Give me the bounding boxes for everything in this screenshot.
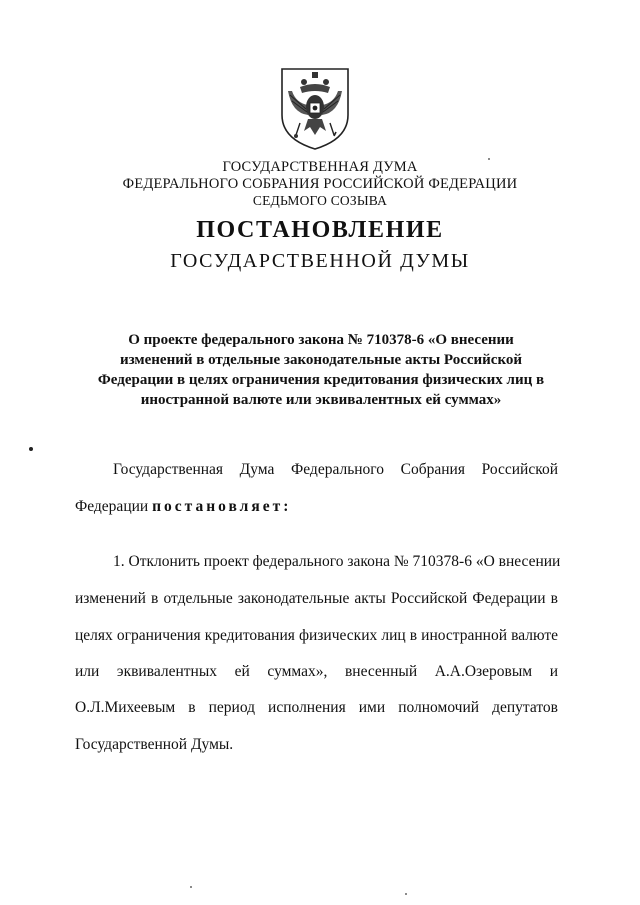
document-subtitle: ГОСУДАРСТВЕННОЙ ДУМЫ	[170, 250, 470, 272]
scan-speck	[488, 158, 490, 160]
item1-line-3: целях ограничения кредитования физических лиц в иностранной валюте	[75, 627, 558, 644]
intro-text-2: Федерации	[75, 498, 153, 515]
header-line-3: СЕДЬМОГО СОЗЫВА	[252, 193, 388, 208]
scan-speck	[405, 893, 407, 895]
item1-line-5: О.Л.Михеевым в период исполнения ими полномочий депутатов	[75, 699, 558, 716]
intro-text-1: Государственная Дума Федерального Собрания Российской	[113, 461, 558, 478]
item1-line-6: Государственной Думы.	[75, 736, 234, 753]
intro-line-1	[75, 461, 558, 479]
document-title: ПОСТАНОВЛЕНИЕ	[196, 217, 444, 243]
subject-heading: О проекте федерального закона № 710378-6 «О внесении изменений в отдельные законодательные акты Российской Федерации в целях ограничения кредитования физических лиц в иностранной валюте или эквивалентных ей суммах»	[97, 332, 545, 408]
margin-mark	[29, 447, 33, 451]
coat-of-arms-emblem	[278, 65, 352, 151]
item1-line-1	[75, 553, 561, 571]
scan-speck	[190, 886, 192, 888]
header-line-1: ГОСУДАРСТВЕННАЯ ДУМА	[222, 159, 418, 175]
item1-line-4: или эквивалентных ей суммах», внесенный А.А.Озеровым и	[75, 663, 558, 680]
header-line-2: ФЕДЕРАЛЬНОГО СОБРАНИЯ РОССИЙСКОЙ ФЕДЕРАЦИИ	[122, 176, 518, 192]
item1-text-1: 1. Отклонить проект федерального закона № 710378-6 «О внесении	[113, 553, 561, 570]
intro-line-2	[75, 498, 558, 516]
decree-word: постановляет:	[152, 498, 292, 515]
item1-line-2: изменений в отдельные законодательные акты Российской Федерации в	[75, 590, 558, 607]
